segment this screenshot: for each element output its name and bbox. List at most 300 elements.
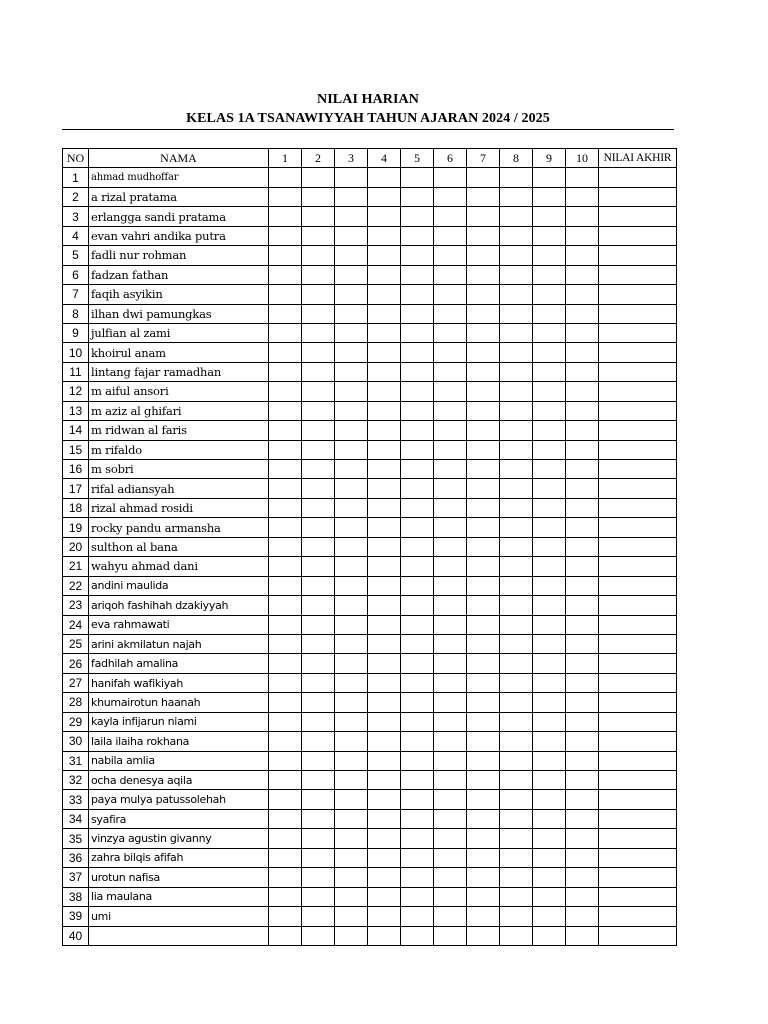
- score-cell-session-4: [368, 771, 401, 790]
- score-cell-session-5: [401, 557, 434, 576]
- final-score-cell: [599, 596, 677, 615]
- table-row: [63, 421, 677, 440]
- score-cell-session-10: [566, 187, 599, 206]
- table-row: [63, 907, 677, 926]
- final-score-cell: [599, 634, 677, 653]
- score-cell-session-6: [434, 732, 467, 751]
- score-cell-session-2: [302, 790, 335, 809]
- score-cell-session-1: [269, 732, 302, 751]
- student-name: julfian al zami: [89, 323, 269, 342]
- student-name: fadhilah amalina: [89, 654, 269, 673]
- score-cell-session-9: [533, 265, 566, 284]
- score-cell-session-8: [500, 809, 533, 828]
- student-name: ocha denesya aqila: [89, 771, 269, 790]
- score-cell-session-6: [434, 790, 467, 809]
- score-cell-session-3: [335, 673, 368, 692]
- score-cell-session-5: [401, 421, 434, 440]
- score-cell-session-7: [467, 829, 500, 848]
- score-cell-session-9: [533, 518, 566, 537]
- score-cell-session-4: [368, 479, 401, 498]
- score-cell-session-4: [368, 518, 401, 537]
- score-cell-session-8: [500, 343, 533, 362]
- score-cell-session-6: [434, 498, 467, 517]
- final-score-cell: [599, 673, 677, 692]
- score-cell-session-8: [500, 673, 533, 692]
- score-cell-session-10: [566, 868, 599, 887]
- score-cell-session-6: [434, 421, 467, 440]
- table-row: [63, 401, 677, 420]
- score-cell-session-9: [533, 809, 566, 828]
- score-cell-session-1: [269, 265, 302, 284]
- score-cell-session-1: [269, 226, 302, 245]
- score-cell-session-10: [566, 518, 599, 537]
- score-cell-session-4: [368, 362, 401, 381]
- score-cell-session-3: [335, 246, 368, 265]
- score-cell-session-8: [500, 790, 533, 809]
- score-cell-session-5: [401, 848, 434, 867]
- score-cell-session-9: [533, 751, 566, 770]
- score-cell-session-8: [500, 557, 533, 576]
- final-score-cell: [599, 615, 677, 634]
- score-cell-session-7: [467, 168, 500, 187]
- final-score-cell: [599, 537, 677, 556]
- score-cell-session-10: [566, 557, 599, 576]
- table-row: [63, 790, 677, 809]
- score-cell-session-4: [368, 907, 401, 926]
- score-cell-session-5: [401, 168, 434, 187]
- score-cell-session-3: [335, 557, 368, 576]
- score-cell-session-5: [401, 207, 434, 226]
- score-cell-session-3: [335, 343, 368, 362]
- table-row: [63, 343, 677, 362]
- score-cell-session-1: [269, 362, 302, 381]
- score-cell-session-3: [335, 868, 368, 887]
- score-cell-session-8: [500, 382, 533, 401]
- score-cell-session-8: [500, 907, 533, 926]
- score-cell-session-4: [368, 596, 401, 615]
- score-cell-session-2: [302, 673, 335, 692]
- table-row: [63, 168, 677, 187]
- student-number: 40: [63, 926, 89, 945]
- student-number: 7: [63, 285, 89, 304]
- score-cell-session-7: [467, 226, 500, 245]
- student-name: syafira: [89, 809, 269, 828]
- score-cell-session-1: [269, 654, 302, 673]
- score-cell-session-5: [401, 265, 434, 284]
- score-cell-session-10: [566, 323, 599, 342]
- score-cell-session-8: [500, 771, 533, 790]
- table-row: [63, 382, 677, 401]
- final-score-cell: [599, 576, 677, 595]
- score-cell-session-5: [401, 304, 434, 323]
- student-number: 14: [63, 421, 89, 440]
- score-cell-session-4: [368, 304, 401, 323]
- score-cell-session-4: [368, 168, 401, 187]
- score-cell-session-4: [368, 323, 401, 342]
- score-cell-session-3: [335, 207, 368, 226]
- score-cell-session-9: [533, 712, 566, 731]
- score-cell-session-2: [302, 343, 335, 362]
- score-cell-session-7: [467, 207, 500, 226]
- score-cell-session-3: [335, 285, 368, 304]
- score-cell-session-5: [401, 771, 434, 790]
- score-cell-session-6: [434, 207, 467, 226]
- table-row: [63, 848, 677, 867]
- score-cell-session-10: [566, 168, 599, 187]
- score-cell-session-6: [434, 926, 467, 945]
- table-row: [63, 537, 677, 556]
- student-name: khumairotun haanah: [89, 693, 269, 712]
- score-cell-session-2: [302, 868, 335, 887]
- score-cell-session-10: [566, 479, 599, 498]
- score-cell-session-10: [566, 829, 599, 848]
- score-cell-session-10: [566, 771, 599, 790]
- header-session-3: 3: [335, 149, 368, 168]
- score-cell-session-2: [302, 207, 335, 226]
- final-score-cell: [599, 732, 677, 751]
- score-cell-session-3: [335, 829, 368, 848]
- score-cell-session-7: [467, 654, 500, 673]
- score-cell-session-7: [467, 751, 500, 770]
- final-score-cell: [599, 848, 677, 867]
- score-cell-session-6: [434, 440, 467, 459]
- final-score-cell: [599, 654, 677, 673]
- score-cell-session-2: [302, 323, 335, 342]
- final-score-cell: [599, 304, 677, 323]
- student-name: hanifah wafikiyah: [89, 673, 269, 692]
- score-cell-session-3: [335, 401, 368, 420]
- header-no: NO: [63, 149, 89, 168]
- score-cell-session-9: [533, 460, 566, 479]
- score-cell-session-7: [467, 596, 500, 615]
- score-cell-session-9: [533, 226, 566, 245]
- final-score-cell: [599, 265, 677, 284]
- final-score-cell: [599, 401, 677, 420]
- student-number: 15: [63, 440, 89, 459]
- student-name: m sobri: [89, 460, 269, 479]
- final-score-cell: [599, 246, 677, 265]
- score-cell-session-1: [269, 848, 302, 867]
- score-cell-session-2: [302, 498, 335, 517]
- score-cell-session-9: [533, 654, 566, 673]
- score-cell-session-2: [302, 712, 335, 731]
- score-cell-session-10: [566, 460, 599, 479]
- score-cell-session-6: [434, 751, 467, 770]
- score-cell-session-10: [566, 673, 599, 692]
- score-cell-session-9: [533, 868, 566, 887]
- score-cell-session-7: [467, 187, 500, 206]
- score-cell-session-8: [500, 868, 533, 887]
- student-name: khoirul anam: [89, 343, 269, 362]
- score-cell-session-4: [368, 693, 401, 712]
- student-name: ahmad mudhoffar: [89, 168, 269, 187]
- score-cell-session-9: [533, 926, 566, 945]
- score-cell-session-2: [302, 576, 335, 595]
- student-number: 2: [63, 187, 89, 206]
- final-score-cell: [599, 751, 677, 770]
- student-name: evan vahri andika putra: [89, 226, 269, 245]
- score-cell-session-7: [467, 634, 500, 653]
- student-number: 27: [63, 673, 89, 692]
- final-score-cell: [599, 498, 677, 517]
- student-number: 13: [63, 401, 89, 420]
- score-cell-session-10: [566, 712, 599, 731]
- score-cell-session-10: [566, 654, 599, 673]
- student-number: 19: [63, 518, 89, 537]
- score-cell-session-6: [434, 829, 467, 848]
- score-cell-session-4: [368, 790, 401, 809]
- score-cell-session-9: [533, 576, 566, 595]
- final-score-cell: [599, 887, 677, 906]
- score-cell-session-5: [401, 907, 434, 926]
- student-number: 37: [63, 868, 89, 887]
- score-cell-session-2: [302, 829, 335, 848]
- student-number: 39: [63, 907, 89, 926]
- table-row: [63, 440, 677, 459]
- score-cell-session-5: [401, 615, 434, 634]
- table-row: [63, 557, 677, 576]
- table-row: [63, 304, 677, 323]
- score-cell-session-10: [566, 285, 599, 304]
- score-cell-session-8: [500, 537, 533, 556]
- score-cell-session-8: [500, 848, 533, 867]
- score-cell-session-10: [566, 809, 599, 828]
- student-number: 5: [63, 246, 89, 265]
- header-session-2: 2: [302, 149, 335, 168]
- score-cell-session-5: [401, 654, 434, 673]
- score-cell-session-2: [302, 285, 335, 304]
- final-score-cell: [599, 440, 677, 459]
- student-number: 32: [63, 771, 89, 790]
- score-cell-session-2: [302, 693, 335, 712]
- student-name: m rifaldo: [89, 440, 269, 459]
- student-number: 10: [63, 343, 89, 362]
- score-cell-session-7: [467, 246, 500, 265]
- student-number: 18: [63, 498, 89, 517]
- student-name: zahra bilqis afifah: [89, 848, 269, 867]
- score-cell-session-9: [533, 848, 566, 867]
- table-row: [63, 362, 677, 381]
- score-cell-session-1: [269, 712, 302, 731]
- student-name: lia maulana: [89, 887, 269, 906]
- table-row: [63, 323, 677, 342]
- score-cell-session-9: [533, 285, 566, 304]
- score-cell-session-8: [500, 168, 533, 187]
- score-cell-session-5: [401, 246, 434, 265]
- score-cell-session-5: [401, 596, 434, 615]
- score-cell-session-1: [269, 537, 302, 556]
- table-row: [63, 207, 677, 226]
- table-row: [63, 265, 677, 284]
- score-cell-session-8: [500, 712, 533, 731]
- score-cell-session-5: [401, 440, 434, 459]
- score-cell-session-6: [434, 537, 467, 556]
- score-cell-session-4: [368, 634, 401, 653]
- score-cell-session-6: [434, 304, 467, 323]
- table-row: [63, 596, 677, 615]
- score-cell-session-7: [467, 907, 500, 926]
- score-cell-session-2: [302, 596, 335, 615]
- score-cell-session-8: [500, 576, 533, 595]
- score-cell-session-6: [434, 168, 467, 187]
- table-row: [63, 498, 677, 517]
- score-cell-session-9: [533, 673, 566, 692]
- score-cell-session-8: [500, 226, 533, 245]
- score-cell-session-3: [335, 498, 368, 517]
- score-cell-session-1: [269, 829, 302, 848]
- student-name: erlangga sandi pratama: [89, 207, 269, 226]
- student-name: urotun nafisa: [89, 868, 269, 887]
- student-name: arini akmilatun najah: [89, 634, 269, 653]
- score-cell-session-1: [269, 790, 302, 809]
- score-cell-session-5: [401, 809, 434, 828]
- score-cell-session-10: [566, 207, 599, 226]
- final-score-cell: [599, 479, 677, 498]
- final-score-cell: [599, 771, 677, 790]
- score-cell-session-9: [533, 596, 566, 615]
- score-cell-session-3: [335, 304, 368, 323]
- header-session-1: 1: [269, 149, 302, 168]
- score-cell-session-1: [269, 557, 302, 576]
- table-row: [63, 829, 677, 848]
- score-cell-session-8: [500, 829, 533, 848]
- table-row: [63, 246, 677, 265]
- score-cell-session-9: [533, 401, 566, 420]
- student-name: m aiful ansori: [89, 382, 269, 401]
- score-cell-session-3: [335, 421, 368, 440]
- student-number: 8: [63, 304, 89, 323]
- score-cell-session-1: [269, 887, 302, 906]
- student-name: andini maulida: [89, 576, 269, 595]
- student-number: 31: [63, 751, 89, 770]
- score-cell-session-2: [302, 304, 335, 323]
- score-cell-session-5: [401, 926, 434, 945]
- student-rows: [63, 168, 677, 946]
- score-cell-session-9: [533, 343, 566, 362]
- score-cell-session-3: [335, 596, 368, 615]
- score-cell-session-2: [302, 751, 335, 770]
- score-cell-session-2: [302, 226, 335, 245]
- student-number: 25: [63, 634, 89, 653]
- score-cell-session-2: [302, 440, 335, 459]
- score-cell-session-1: [269, 304, 302, 323]
- score-cell-session-7: [467, 304, 500, 323]
- score-cell-session-9: [533, 693, 566, 712]
- score-cell-session-9: [533, 207, 566, 226]
- score-cell-session-3: [335, 537, 368, 556]
- table-row: [63, 460, 677, 479]
- student-number: 23: [63, 596, 89, 615]
- header-session-4: 4: [368, 149, 401, 168]
- student-name: vinzya agustin givanny: [89, 829, 269, 848]
- score-cell-session-2: [302, 771, 335, 790]
- header-session-5: 5: [401, 149, 434, 168]
- score-cell-session-7: [467, 479, 500, 498]
- score-cell-session-4: [368, 654, 401, 673]
- student-number: 6: [63, 265, 89, 284]
- score-cell-session-4: [368, 382, 401, 401]
- score-cell-session-2: [302, 421, 335, 440]
- header-session-7: 7: [467, 149, 500, 168]
- score-cell-session-8: [500, 207, 533, 226]
- score-cell-session-3: [335, 460, 368, 479]
- final-score-cell: [599, 518, 677, 537]
- final-score-cell: [599, 907, 677, 926]
- score-cell-session-8: [500, 440, 533, 459]
- score-cell-session-9: [533, 498, 566, 517]
- score-cell-session-5: [401, 868, 434, 887]
- final-score-cell: [599, 226, 677, 245]
- score-cell-session-7: [467, 285, 500, 304]
- final-score-cell: [599, 790, 677, 809]
- score-cell-session-9: [533, 557, 566, 576]
- student-number: 30: [63, 732, 89, 751]
- score-cell-session-6: [434, 673, 467, 692]
- score-cell-session-6: [434, 323, 467, 342]
- student-name: paya mulya patussolehah: [89, 790, 269, 809]
- score-cell-session-4: [368, 848, 401, 867]
- score-cell-session-9: [533, 887, 566, 906]
- score-cell-session-3: [335, 790, 368, 809]
- header-divider: [62, 129, 674, 130]
- score-cell-session-9: [533, 362, 566, 381]
- student-number: 28: [63, 693, 89, 712]
- score-cell-session-4: [368, 809, 401, 828]
- score-cell-session-6: [434, 518, 467, 537]
- table-row: [63, 518, 677, 537]
- table-header-row: [63, 149, 677, 168]
- score-cell-session-9: [533, 634, 566, 653]
- score-cell-session-7: [467, 265, 500, 284]
- score-cell-session-7: [467, 771, 500, 790]
- score-cell-session-3: [335, 654, 368, 673]
- score-cell-session-5: [401, 323, 434, 342]
- score-cell-session-8: [500, 887, 533, 906]
- final-score-cell: [599, 809, 677, 828]
- student-name: a rizal pratama: [89, 187, 269, 206]
- score-cell-session-3: [335, 362, 368, 381]
- final-score-cell: [599, 712, 677, 731]
- score-cell-session-4: [368, 246, 401, 265]
- score-cell-session-3: [335, 693, 368, 712]
- score-cell-session-5: [401, 362, 434, 381]
- score-cell-session-3: [335, 771, 368, 790]
- table-row: [63, 654, 677, 673]
- score-cell-session-1: [269, 751, 302, 770]
- document-header: [62, 90, 674, 128]
- score-cell-session-2: [302, 382, 335, 401]
- score-cell-session-2: [302, 479, 335, 498]
- score-cell-session-6: [434, 693, 467, 712]
- score-cell-session-2: [302, 887, 335, 906]
- score-cell-session-10: [566, 382, 599, 401]
- header-session-6: 6: [434, 149, 467, 168]
- score-cell-session-6: [434, 401, 467, 420]
- score-cell-session-4: [368, 498, 401, 517]
- table-row: [63, 187, 677, 206]
- table-row: [63, 673, 677, 692]
- score-cell-session-4: [368, 421, 401, 440]
- score-cell-session-3: [335, 907, 368, 926]
- score-cell-session-3: [335, 809, 368, 828]
- score-cell-session-3: [335, 187, 368, 206]
- score-cell-session-8: [500, 926, 533, 945]
- score-cell-session-8: [500, 498, 533, 517]
- table-row: [63, 712, 677, 731]
- score-cell-session-4: [368, 557, 401, 576]
- score-cell-session-1: [269, 926, 302, 945]
- score-cell-session-8: [500, 265, 533, 284]
